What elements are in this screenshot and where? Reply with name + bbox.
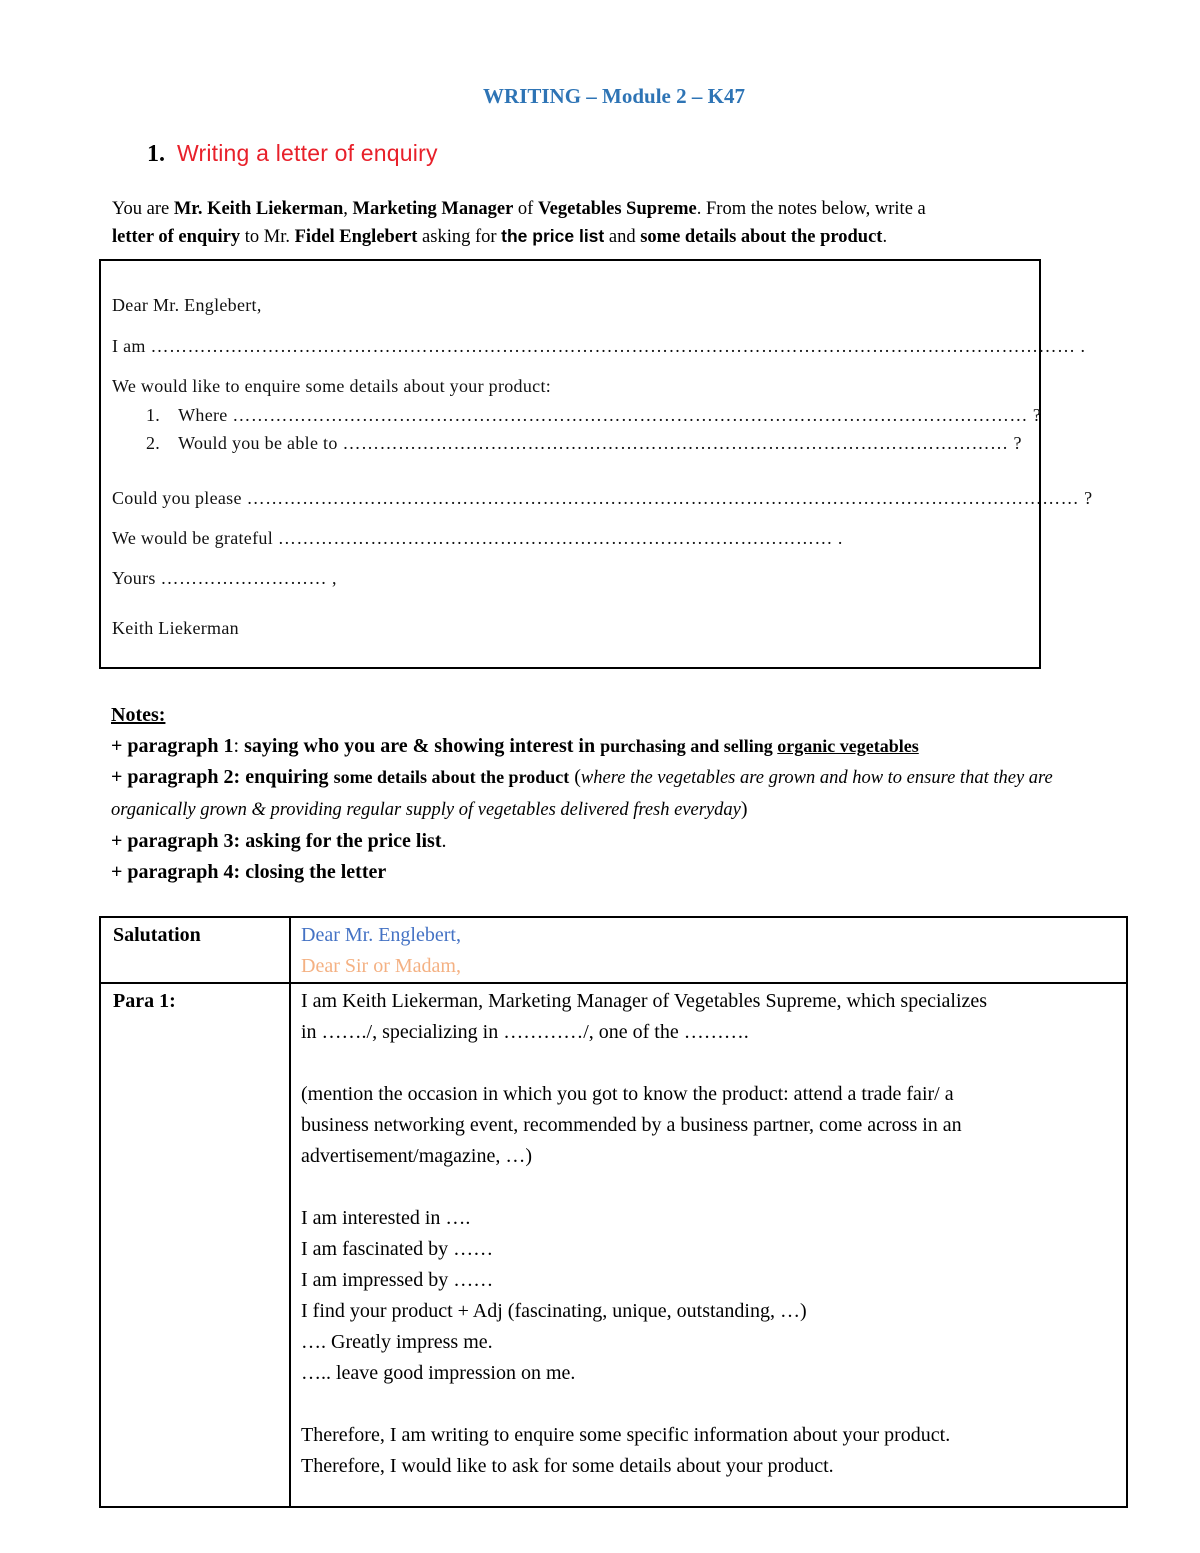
list-number: 1. <box>146 405 161 425</box>
row-content <box>290 983 1127 1507</box>
letter-line-request <box>112 488 1093 509</box>
letter-text: We would be grateful <box>112 528 273 548</box>
content-line: …. Greatly impress me. <box>301 1331 493 1353</box>
row-label: Salutation <box>100 917 290 983</box>
note-text: ( <box>569 766 581 788</box>
table-row <box>100 983 1127 1507</box>
intro-text: to Mr. <box>240 227 295 247</box>
section-number: 1. <box>147 141 165 167</box>
intro-ask-price-list: the price list <box>501 226 605 246</box>
content-line: ….. leave good impression on me. <box>301 1362 576 1384</box>
note-text: ) <box>740 798 748 820</box>
letter-line-intro <box>112 336 1086 357</box>
note-paragraph-2 <box>111 762 1111 826</box>
letter-question-1 <box>146 405 1041 426</box>
content-line: I am interested in …. <box>301 1207 471 1229</box>
salutation-option: Dear Mr. Englebert, <box>301 924 461 946</box>
intro-company: Vegetables Supreme <box>537 199 697 219</box>
letter-text: Where <box>178 405 228 425</box>
letter-text: Could you please <box>112 488 242 508</box>
salutation-option: Dear Sir or Madam, <box>301 955 461 977</box>
letter-blank: ……………………………………………………………………………………………………………………… ? <box>246 488 1093 508</box>
letter-blank: ……………………… , <box>160 568 338 588</box>
note-emphasis: organic vegetables <box>777 736 919 756</box>
letter-signature: Keith Liekerman <box>112 618 239 638</box>
note-detail: where the vegetables are grown and how to ensure that they are organically grown & providing regular supply of vegetables delivered fresh everyday <box>111 768 1053 820</box>
intro-role: Marketing Manager <box>352 199 514 219</box>
letter-text: Would you be able to <box>178 433 338 453</box>
letter-structure-table <box>99 916 1128 1508</box>
intro-ask-details: some details about the product <box>640 227 883 247</box>
table-row <box>100 917 1127 983</box>
letter-blank: …………………………………………………………………………………………………………………………………… . <box>150 336 1086 356</box>
content-line: I find your product + Adj (fascinating, unique, outstanding, …) <box>301 1300 807 1322</box>
note-label: + paragraph 2 <box>111 766 234 788</box>
page-title: WRITING – Module 2 – K47 <box>483 84 745 108</box>
letter-closing <box>112 568 337 589</box>
section-heading-text: Writing a letter of enquiry <box>177 140 438 166</box>
intro-name: Mr. Keith Liekerman <box>173 199 344 219</box>
task-instructions <box>112 196 1102 251</box>
letter-blank: ……………………………………………………………………………………………… ? <box>342 433 1022 453</box>
letter-template-box <box>99 259 1041 669</box>
letter-greeting: Dear Mr. Englebert, <box>112 295 262 315</box>
note-text: purchasing and selling <box>600 736 778 756</box>
letter-text: Yours <box>112 568 156 588</box>
section-heading <box>147 140 438 168</box>
row-content <box>290 917 1127 983</box>
letter-question-2 <box>146 433 1022 454</box>
note-text: : closing the letter <box>233 861 387 883</box>
note-label: + paragraph 3 <box>111 830 234 852</box>
letter-line-enquire: We would like to enquire some details about your product: <box>112 376 552 396</box>
row-label: Para 1: <box>100 983 290 1507</box>
intro-text: . <box>882 227 888 247</box>
content-line: Therefore, I would like to ask for some details about your product. <box>301 1455 834 1477</box>
intro-letter-type: letter of enquiry <box>112 227 241 247</box>
note-text: . <box>441 830 447 852</box>
note-label: + paragraph 4 <box>111 861 234 883</box>
note-text: some details about the product <box>333 767 570 787</box>
intro-text: and <box>604 227 641 247</box>
letter-line-grateful <box>112 528 843 549</box>
intro-text: , <box>343 199 353 219</box>
intro-text: You are <box>112 199 174 219</box>
notes-section <box>111 700 1111 888</box>
notes-title: Notes: <box>111 704 166 726</box>
note-paragraph-1: + paragraph 1: saying who you are & showing interest in purchasing and selling organic vegetables <box>111 735 919 757</box>
letter-text: I am <box>112 336 146 356</box>
content-line: I am Keith Liekerman, Marketing Manager of Vegetables Supreme, which specializes <box>301 990 988 1012</box>
list-number: 2. <box>146 433 161 453</box>
note-text: saying who you are & showing interest in <box>239 735 601 757</box>
content-line: business networking event, recommended by a business partner, come across in an <box>301 1114 962 1136</box>
note-paragraph-4 <box>111 857 1111 888</box>
note-paragraph-3 <box>111 826 1111 857</box>
letter-blank: ………………………………………………………………………………………………………………… ? <box>232 405 1042 425</box>
content-line: in ……./, specializing in …………/, one of the ………. <box>301 1021 749 1043</box>
content-line: advertisement/magazine, …) <box>301 1145 533 1167</box>
letter-blank: ……………………………………………………………………………… . <box>277 528 843 548</box>
content-line: (mention the occasion in which you got to know the product: attend a trade fair/ a <box>301 1083 954 1105</box>
intro-text: . From the notes below, write a <box>696 199 926 219</box>
content-line: I am impressed by …… <box>301 1269 494 1291</box>
note-text: : enquiring <box>233 766 334 788</box>
intro-text: of <box>513 199 538 219</box>
content-line: I am fascinated by …… <box>301 1238 494 1260</box>
note-label: + paragraph 1 <box>111 735 234 757</box>
intro-recipient: Fidel Englebert <box>294 227 418 247</box>
intro-text: asking for <box>417 227 502 247</box>
content-line: Therefore, I am writing to enquire some specific information about your product. <box>301 1424 951 1446</box>
note-text: : asking for the price list <box>233 830 442 852</box>
